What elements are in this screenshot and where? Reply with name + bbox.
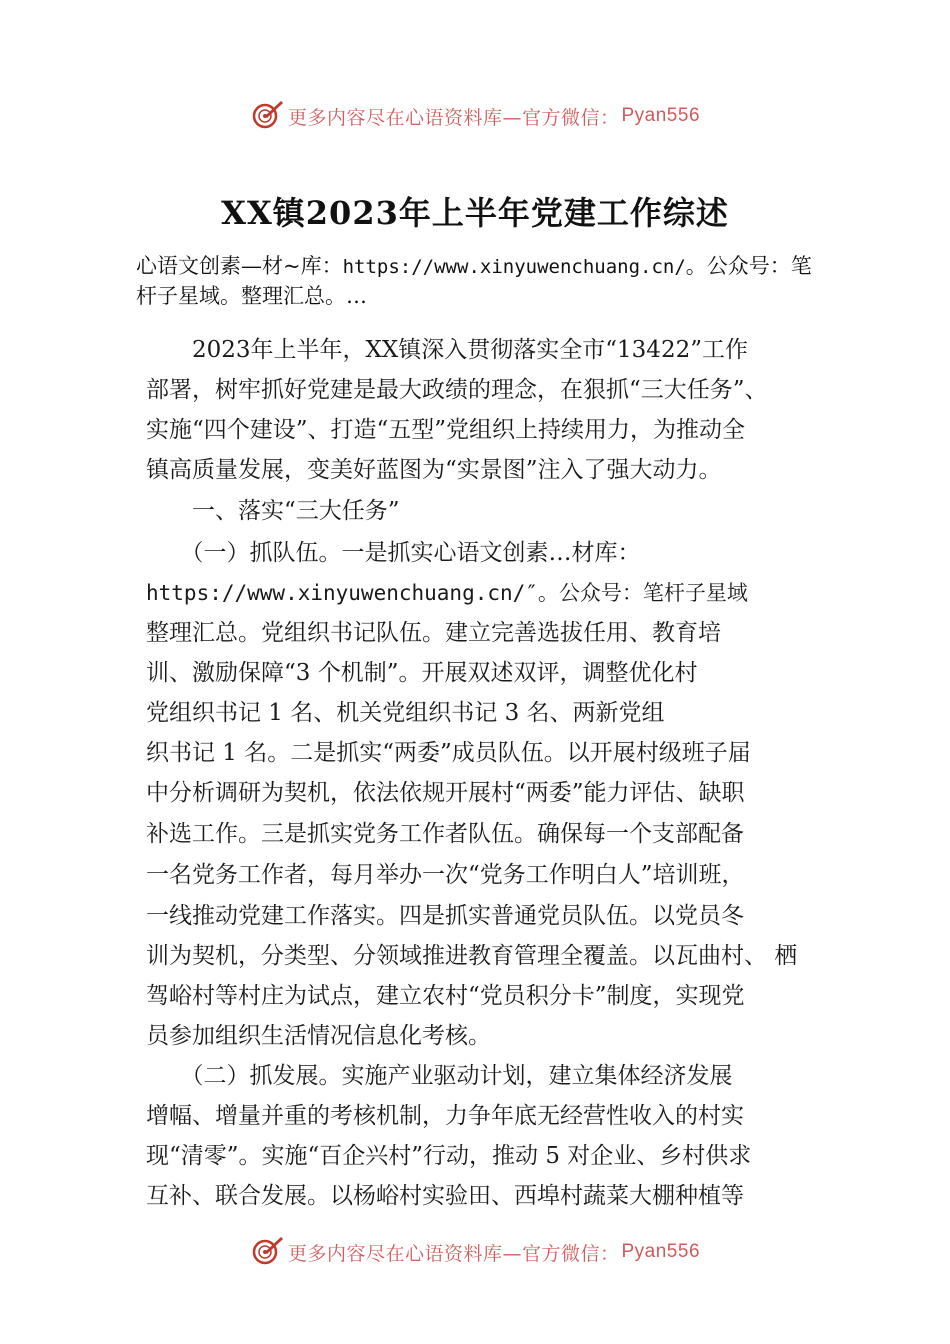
body-line-url: https://www.xinyuwenchuang.cn/″。公众号：笔杆子星域 [146,581,748,605]
body-line: 现“清零”。实施“百企兴村”行动，推动 5 对企业、乡村供求 [146,1143,752,1169]
banner-text: 更多内容尽在心语资料库—官方微信： [287,106,620,129]
body-line: 党组织书记 1 名、机关党组织书记 3 名、两新党组 [146,700,665,726]
pen-logo-icon [250,1235,284,1269]
body-line: （一）抓队伍。一是抓实心语文创素…材库： [146,540,641,566]
body-line: 员参加组织生活情况信息化考核。 [146,1023,491,1049]
pen-logo-icon [250,99,284,133]
body-line: 整理汇总。党组织书记队伍。建立完善选拔任用、教育培 [146,620,721,646]
body-line: 2023年上半年，XX镇深入贯彻落实全市“13422”工作 [146,337,748,363]
source-url: https://www.xinyuwenchuang.cn/ [342,256,686,278]
source-note-part1: 心语文创素—材~库： [136,254,343,278]
source-note-part2: 。公众号：笔杆子星域。整理汇总。… [136,254,812,308]
body-line: 中分析调研为契机，依法依规开展村“两委”能力评估、缺职 [146,780,745,806]
footer-banner [0,1232,950,1272]
body-line: 增幅、增量并重的考核机制，力争年底无经营性收入的村实 [146,1103,744,1129]
body-line: 一名党务工作者，每月举办一次“党务工作明白人”培训班， [146,862,745,888]
body-line: 织书记 1 名。二是抓实“两委”成员队伍。以开展村级班子届 [146,740,751,766]
body-line: 互补、联合发展。以杨峪村实验田、西埠村蔬菜大棚种植等 [146,1183,744,1209]
body-line: 驾峪村等村庄为试点，建立农村“党员积分卡”制度，实现党 [146,983,745,1009]
section-heading: 一、落实“三大任务” [146,498,400,524]
body-line: 镇高质量发展，变美好蓝图为“实景图”注入了强大动力。 [146,457,722,483]
wechat-id: Pyan556 [621,105,701,126]
document-title: XX镇2023年上半年党建工作综述 [221,194,729,232]
body-line: 补选工作。三是抓实党务工作者队伍。确保每一个支部配备 [146,821,744,847]
body-line: 实施“四个建设”、打造“五型”党组织上持续用力，为推动全 [146,417,746,443]
body-line: 训为契机，分类型、分领域推进教育管理全覆盖。以瓦曲村、 栖 [146,943,798,969]
body-line [146,573,826,613]
banner-text: 更多内容尽在心语资料库—官方微信： [287,1242,620,1265]
body-line: 一线推动党建工作落实。四是抓实普通党员队伍。以党员冬 [146,903,744,929]
body-line: 部署，树牢抓好党建是最大政绩的理念，在狠抓“三大任务”、 [146,377,768,403]
source-note [136,252,826,311]
header-banner [0,96,950,136]
body-line: 训、激励保障“3 个机制”。开展双述双评，调整优化村 [146,660,698,686]
wechat-id: Pyan556 [621,1241,701,1262]
body-line: （二）抓发展。实施产业驱动计划，建立集体经济发展 [146,1063,733,1089]
